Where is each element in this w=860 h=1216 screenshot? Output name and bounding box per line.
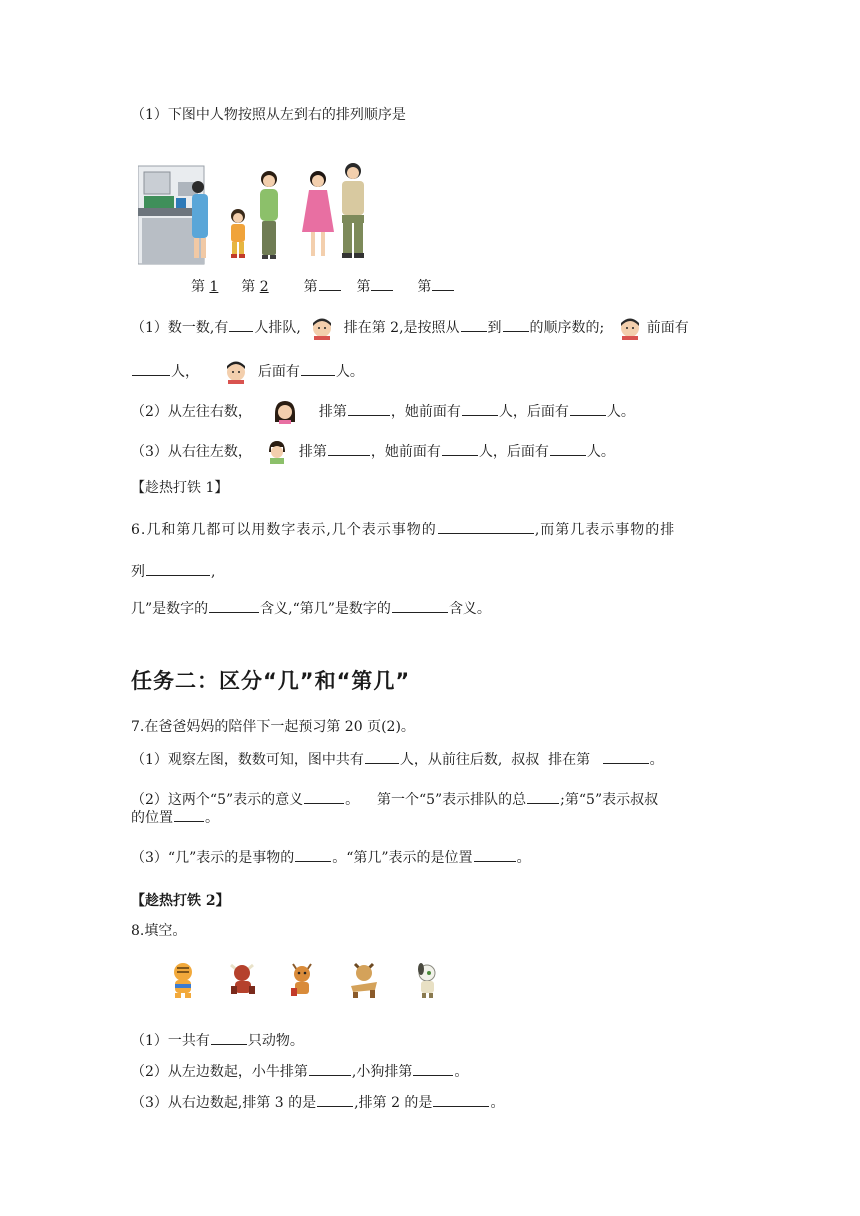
dog-icon: [418, 963, 435, 998]
blank-line: [462, 400, 498, 416]
blank-line: [442, 440, 478, 456]
order-value-1: 1: [209, 279, 219, 295]
question-6-line-1: 6.几和第几都可以用数字表示,几个表示事物的 ,而第几表示事物的排: [131, 518, 675, 540]
blank-line: [550, 440, 586, 456]
deer-icon: [291, 964, 311, 996]
blank-line: [209, 597, 259, 613]
blank-line: [432, 275, 454, 291]
animals-row-illustration: [165, 960, 455, 1000]
blank-line: [319, 275, 341, 291]
goat-icon: [351, 964, 377, 998]
girl-face-icon: [272, 400, 298, 424]
woman-green-image: [260, 171, 278, 259]
blank-line: [328, 440, 370, 456]
drill-2-heading: 【趁热打铁 2】: [131, 893, 230, 909]
child-image: [231, 209, 245, 258]
ox-icon: [231, 965, 255, 994]
blank-line: [365, 748, 399, 764]
boy-face-icon: [617, 316, 643, 340]
question-8-sub-1: （1）一共有 只动物。: [131, 1029, 304, 1051]
blank-line: [527, 788, 559, 804]
woman-pink-image: [302, 171, 334, 256]
blank-line: [474, 846, 516, 862]
answer-2-line: （2）从左往右数， 排第 ，她前面有 人，后面有 人。: [131, 400, 635, 424]
blank-line: [461, 316, 487, 332]
blank-line: [211, 1029, 247, 1045]
blank-line: [603, 748, 649, 764]
drill-1-heading: 【趁热打铁 1】: [131, 480, 229, 496]
man-face-icon: [223, 360, 249, 384]
blank-line: [371, 275, 393, 291]
task-2-heading: 任务二：区分“几”和“第几”: [131, 669, 411, 693]
blank-line: [174, 806, 204, 822]
question-8-sub-2: （2）从左边数起，小牛排第 ,小狗排第 。: [131, 1060, 468, 1082]
question-7-sub-1: （1）观察左图，数数可知，图中共有 人，从前往后数, 叔叔 排在第 。: [131, 748, 664, 770]
blank-line: [229, 316, 253, 332]
question-7-intro: 7.在爸爸妈妈的陪伴下一起预习第 20 页(2)。: [131, 719, 415, 735]
boy-face-icon: [309, 316, 335, 340]
order-label-2: 第: [241, 279, 256, 295]
blank-line: [317, 1091, 353, 1107]
order-label-4: 第: [356, 279, 371, 295]
order-labels: [191, 275, 455, 297]
question-7-sub-3: （3）“几”表示的是事物的 。“第几”表示的是位置 。: [131, 846, 531, 868]
answer-3-line: （3）从右往左数， 排第 ，她前面有 人，后面有 人。: [131, 440, 615, 464]
order-label-3: 第: [303, 279, 318, 295]
order-value-2: 2: [259, 279, 269, 295]
question-7-sub-2-cont: 的位置 。: [131, 806, 219, 828]
question-8-sub-3: （3）从右边数起,排第 3 的是 ,排第 2 的是 。: [131, 1091, 504, 1113]
blank-line: [304, 788, 344, 804]
blank-line: [309, 1060, 351, 1076]
question-6-line-2: 列 ,: [131, 560, 215, 582]
man-image: [342, 163, 364, 258]
question-6-line-3: 几”是数字的 含义,“第几”是数字的 含义。: [131, 597, 491, 619]
woman-face-icon: [264, 440, 290, 464]
blank-line: [503, 316, 529, 332]
blank-line: [146, 560, 210, 576]
blank-line: [413, 1060, 453, 1076]
question-7-sub-2: （2）这两个“5”表示的意义 。 第一个“5”表示排队的总 ;第“5”表示叔叔: [131, 788, 658, 810]
order-label-1: 第: [191, 279, 205, 295]
tiger-icon: [174, 963, 192, 998]
question-8-intro: 8.填空。: [131, 923, 187, 939]
blank-line: [570, 400, 606, 416]
answer-1-line-2: 人， 后面有 人。: [131, 360, 364, 384]
queue-illustration: [138, 160, 388, 266]
order-label-5: 第: [417, 279, 432, 295]
question-1-intro: （1）下图中人物按照从左到右的排列顺序是: [131, 107, 406, 123]
blank-line: [392, 597, 448, 613]
blank-line: [132, 360, 170, 376]
answer-1-line: （1）数一数,有 人排队, 排在第 2,是按照从 到 的顺序数的; 前面有: [131, 316, 689, 340]
blank-line: [348, 400, 390, 416]
blank-line: [301, 360, 335, 376]
blank-line: [433, 1091, 489, 1107]
blank-line: [295, 846, 331, 862]
blank-line: [438, 518, 534, 534]
